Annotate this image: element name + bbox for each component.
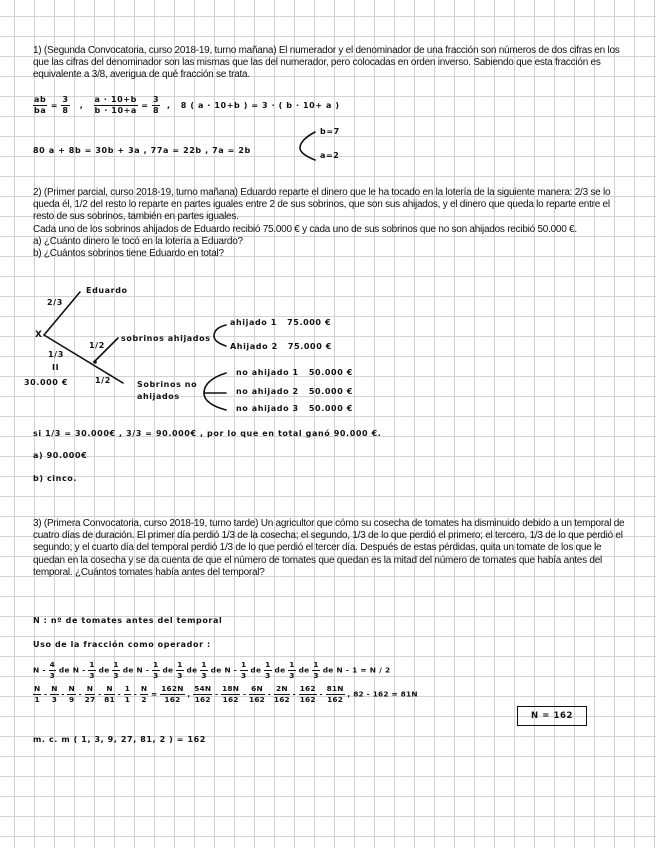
eq1-text: de N - (119, 665, 153, 675)
eq2-fraction: $\frac{N}{9}$ (68, 684, 75, 704)
eq2-fraction: $\frac{N}{3}$ (51, 684, 58, 704)
eq2-operator: - (75, 689, 85, 699)
answer-b: b) cinco. (33, 474, 78, 483)
eq2-fraction: $\frac{N}{27}$ (84, 684, 96, 704)
eq2-operator: , (184, 689, 194, 699)
eq2-operator: - (95, 689, 105, 699)
tree-label-ahijados: sobrinos ahijados (121, 334, 211, 343)
tree-no-ahijado-3: no ahijado 3 50.000 € (236, 404, 353, 413)
eq1-fraction: $\frac{1}{3}$ (313, 660, 319, 680)
problem-3-statement (33, 518, 627, 579)
eq2-fraction: $\frac{N}{1}$ (34, 684, 41, 704)
eq1-fraction: $\frac{1}{3}$ (153, 660, 159, 680)
fraction-ab-ba: $\frac{ab}{ba}$ (34, 95, 47, 115)
eq2-operator: - (114, 689, 124, 699)
eq2-fraction: $\frac{N}{2}$ (140, 684, 148, 704)
problem-3-text: 3) (Primera Convocatoria, curso 2018-19, turno tarde) Un agricultor que cómo su cosecha de tomates ha disminuido debido a un temporal de cuatro días de duración. El primer día perdió 1/3 de la cosecha; el segundo, 1/3 de lo que perdió el primero; el tercero, 1/3 de lo que perdió el segundo; y el cuarto día del temporal perdió 1/3 de lo que perdió el tercer día. Después de estas pérdidas, quita un tomate de los que le quedan en la cosecha y se da cuenta de que el número de tomates que quedan es la mitad del número de tomates que había antes del temporal. ¿Cuántos tomates había antes del temporal? (33, 518, 625, 578)
operator-equation (33, 660, 390, 681)
eq2-fraction: $\frac{2N}{162}$ (273, 684, 290, 704)
eq1-fraction: $\frac{4}{3}$ (49, 660, 56, 680)
eq1-fraction: $\frac{1}{3}$ (89, 660, 95, 680)
tree-fraction-2-3: 2/3 (47, 298, 63, 307)
tree-fraction-1-3: 1/3 (48, 350, 64, 359)
question-a: a) ¿Cuánto dinero le tocó en la lotería a Eduardo? (33, 235, 243, 247)
tree-no-ahijado-2: no ahijado 2 50.000 € (236, 387, 353, 396)
result-value: N = 162 (530, 711, 574, 721)
eq2-operator: - (131, 689, 140, 699)
eq2-fraction: $\frac{162N}{162}$ (161, 684, 184, 704)
problem-1-text: 1) (Segunda Convocatoria, curso 2018-19, turno mañana) El numerador y el denominador de una fracción son números de dos cifras en los que las cifras del denominador son las mismas que las del numerador, pero colocadas en orden inverso. Sabiendo que esta fracción es equivalente a 3/8, averigua de qué fracción se trata. (33, 45, 620, 81)
problem-2-conclusion: si 1/3 = 30.000€ , 3/3 = 90.000€ , por lo que en total ganó 90.000 €. (33, 429, 382, 438)
eq2-operator: - (58, 689, 68, 699)
eq2-fraction: $\frac{54N}{162}$ (194, 684, 212, 704)
eq1-prefix: N - (33, 665, 49, 675)
tree-equals-sign: II (52, 363, 60, 372)
tree-ahijado-1: ahijado 1 75.000 € (230, 318, 332, 327)
solution-b: b=7 (320, 127, 340, 136)
eq1-text: de (247, 665, 265, 675)
eq1-fraction: $\frac{1}{3}$ (177, 660, 183, 680)
eq2-operator: - (316, 689, 326, 699)
eq1-text: de N - (56, 665, 89, 675)
eq2-operator: - (212, 689, 222, 699)
tree-fraction-half-bottom: 1/2 (95, 376, 111, 385)
operator-heading: Uso de la fracción como operador : (33, 640, 211, 649)
problem-1-equation-line-1: $\frac{ab}{ba}$ = $\frac{3}{8}$ , $\frac{a \cdot 10+b}{b \cdot 10+a}$ = $\frac{3}{8}$ , 8 ( a · 10+b ) = 3 · ( b · 10+ a ) (34, 95, 340, 115)
tree-root-value: 30.000 € (24, 378, 69, 387)
equation-cross-multiply: 8 ( a · 10+b ) = 3 · ( b · 10+ a ) (180, 101, 340, 110)
eq1-text: de (295, 665, 313, 675)
eq1-text: de N - 1 = N / 2 (319, 665, 391, 675)
eq2-fraction: $\frac{162}{162}$ (299, 684, 316, 704)
eq1-text: de N - (207, 665, 241, 675)
eq2-fraction: $\frac{6N}{162}$ (249, 684, 266, 704)
eq2-operator: = (148, 689, 161, 699)
common-denominator-equation (33, 684, 418, 705)
eq1-text: de (159, 665, 177, 675)
eq1-text: de (95, 665, 113, 675)
eq1-text: de (183, 665, 201, 675)
lcm-line: m. c. m ( 1, 3, 9, 27, 81, 2 ) = 162 (33, 735, 206, 744)
eq1-text: de (271, 665, 289, 675)
fraction-3-8-second: $\frac{3}{8}$ (153, 95, 160, 115)
eq2-fraction: $\frac{18N}{162}$ (222, 684, 240, 704)
eq2-fraction: $\frac{1}{1}$ (124, 684, 131, 704)
eq2-operator: - (265, 689, 274, 699)
problem-2-data: Cada uno de los sobrinos ahijados de Eduardo recibió 75.000 € y cada uno de sus sobrinos que no son ahijados recibió 50.000 €. (33, 223, 577, 235)
eq2-fraction: $\frac{81N}{162}$ (326, 684, 344, 704)
eq1-fraction: $\frac{1}{3}$ (113, 660, 119, 680)
eq1-fraction: $\frac{1}{3}$ (241, 660, 247, 680)
eq2-operator: - (240, 689, 249, 699)
tree-root-x: X (35, 330, 43, 340)
problem-1-equation-line-2: 80 a + 8b = 30b + 3a , 77a = 22b , 7a = 2b (33, 146, 251, 155)
tree-fraction-half-top: 1/2 (89, 341, 105, 350)
answer-a: a) 90.000€ (33, 451, 88, 460)
eq2-operator: - (41, 689, 51, 699)
result-box (517, 706, 587, 726)
eq2-tail: , 82 - 162 = 81N (344, 689, 418, 699)
tree-no-ahijado-1: no ahijado 1 50.000 € (236, 368, 353, 377)
eq1-fraction: $\frac{1}{3}$ (265, 660, 271, 680)
eq2-fraction: $\frac{N}{81}$ (104, 684, 115, 704)
problem-2-text: 2) (Primer parcial, curso 2018-19, turno mañana) Eduardo reparte el dinero que le ha tocado en la lotería de la siguiente manera: 2/3 se lo queda él, 1/2 del resto lo reparte en partes iguales entre 2 de sus sobrinos, que son sus ahijados, y el dinero que queda lo reparte entre el resto de sus sobrinos, también en partes iguales. (33, 187, 611, 223)
tree-label-eduardo: Eduardo (86, 286, 128, 295)
fraction-ab-expanded: $\frac{a \cdot 10+b}{b \cdot 10+a}$ (94, 95, 137, 115)
solution-a: a=2 (320, 151, 340, 160)
eq1-fraction: $\frac{1}{3}$ (289, 660, 295, 680)
fraction-3-8: $\frac{3}{8}$ (62, 95, 69, 115)
variable-definition: N : nº de tomates antes del temporal (33, 616, 223, 625)
tree-label-no-ahijados: Sobrinos no ahijados (137, 380, 198, 401)
tree-ahijado-2: Ahijado 2 75.000 € (230, 342, 332, 351)
eq1-fraction: $\frac{1}{3}$ (201, 660, 207, 680)
eq2-operator: - (289, 689, 299, 699)
question-b: b) ¿Cuántos sobrinos tiene Eduardo en total? (33, 248, 224, 260)
